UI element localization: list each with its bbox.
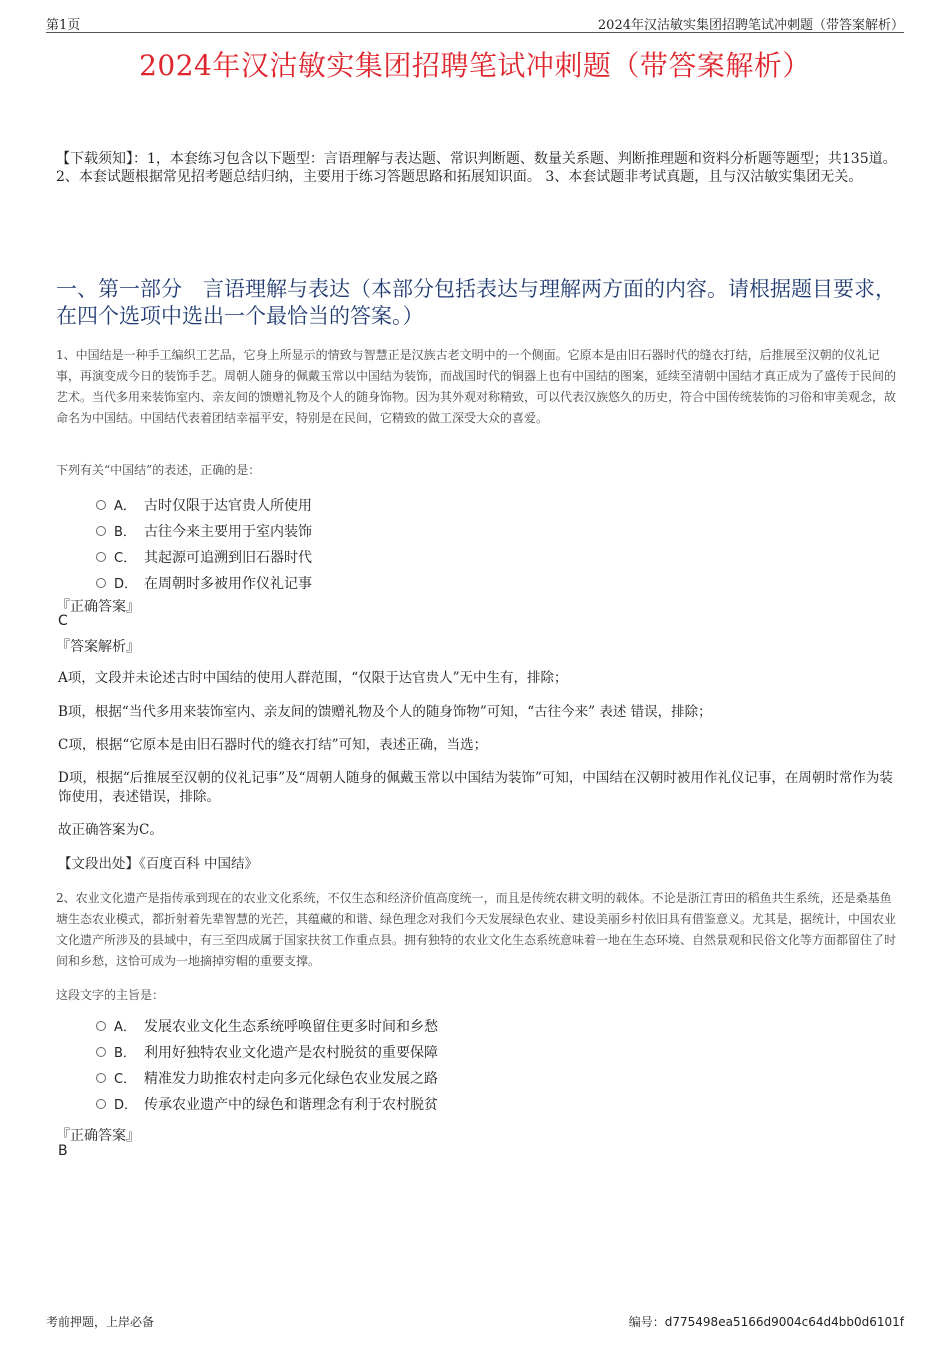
- q2-option-c[interactable]: C． 精准发力助推农村走向多元化绿色农业发展之路: [96, 1069, 438, 1089]
- q2-answer-label: 『正确答案』: [56, 1128, 140, 1144]
- footer-document-id: 编号：d775498ea5166d9004c64d4bb0d6101f: [628, 1315, 904, 1329]
- q1-question: 下列有关“中国结”的表述，正确的是：: [56, 463, 261, 477]
- section-heading: 一、第一部分 言语理解与表达（本部分包括表达与理解两方面的内容。请根据题目要求，在四个选项中选出一个最恰当的答案。）: [56, 277, 896, 328]
- q1-option-d[interactable]: D． 在周朝时多被用作仪礼记事: [96, 574, 312, 594]
- footer-slogan: 考前押题，上岸必备: [46, 1315, 155, 1329]
- radio-icon[interactable]: [96, 1047, 106, 1057]
- radio-icon[interactable]: [96, 1021, 106, 1031]
- q1-option-a[interactable]: A． 古时仅限于达官贵人所使用: [96, 496, 312, 516]
- q1-analysis-b: B项，根据“当代多用来装饰室内、亲友间的馈赠礼物及个人的随身饰物”可知，“古往今来” 表述 错误，排除；: [58, 704, 712, 720]
- radio-icon[interactable]: [96, 552, 106, 562]
- q1-analysis-a: A项，文段并未论述古时中国结的使用人群范围，“仅限于达官贵人”无中生有，排除；: [58, 670, 568, 686]
- q1-conclusion: 故正确答案为C。: [58, 822, 163, 838]
- q1-source: 【文段出处】《百度百科 中国结》: [58, 856, 259, 872]
- q1-option-b[interactable]: B． 古往今来主要用于室内装饰: [96, 522, 312, 542]
- q1-analysis-d: D项，根据“后推展至汉朝的仪礼记事”及“周朝人随身的佩戴玉常以中国结为装饰”可知，中国结在汉朝时被用作礼仪记事，在周朝时常作为装饰使用，表述错误，排除。: [58, 770, 893, 805]
- document-title: 2024年汉沽敏实集团招聘笔试冲刺题（带答案解析）: [139, 49, 811, 82]
- q1-analysis-c: C项，根据“它原本是由旧石器时代的缝衣打结”可知，表述正确，当选；: [58, 737, 488, 753]
- header-title: 2024年汉沽敏实集团招聘笔试冲刺题（带答案解析）: [597, 18, 904, 33]
- q2-question: 这段文字的主旨是：: [56, 988, 165, 1002]
- q1-analysis-label: 『答案解析』: [56, 639, 140, 655]
- q1-answer: C: [58, 613, 68, 629]
- q2-passage: 2、农业文化遗产是指传承到现在的农业文化系统，不仅生态和经济价值高度统一，而且是传统农耕文明的载体。不论是浙江青田的稻鱼共生系统，还是桑基鱼塘生态农业模式，都折射着先辈智慧的光芒，其蕴藏的和谐、绿色理念对我们今天发展绿色农业、建设美丽乡村依旧具有借鉴意义。尤其是，据统计，中国农业文化遗产所涉及的县域中，有三至四成属于国家扶贫工作重点县。拥有独特的农业文化生态系统意味着一地在生态环境、自然景观和民俗文化等方面都留住了时间和乡愁，这恰可成为一地摘掉穷帽的重要支撑。: [56, 891, 897, 968]
- radio-icon[interactable]: [96, 500, 106, 510]
- radio-icon[interactable]: [96, 1073, 106, 1083]
- q1-option-c[interactable]: C． 其起源可追溯到旧石器时代: [96, 548, 312, 568]
- page-number: 第1页: [46, 18, 81, 33]
- radio-icon[interactable]: [96, 578, 106, 588]
- radio-icon[interactable]: [96, 1099, 106, 1109]
- q2-option-a[interactable]: A． 发展农业文化生态系统呼唤留住更多时间和乡愁: [96, 1017, 438, 1037]
- q2-option-b[interactable]: B． 利用好独特农业文化遗产是农村脱贫的重要保障: [96, 1043, 438, 1063]
- q2-option-d[interactable]: D． 传承农业遗产中的绿色和谐理念有利于农村脱贫: [96, 1095, 438, 1115]
- q1-answer-label: 『正确答案』: [56, 599, 140, 615]
- radio-icon[interactable]: [96, 526, 106, 536]
- download-notice: 【下载须知】：1，本套练习包含以下题型：言语理解与表达题、常识判断题、数量关系题、判断推理题和资料分析题等题型；共135道。 2、本套试题根据常见招考题总结归纳，主要用于练习答题思路和拓展知识面。 3、本套试题非考试真题，且与汉沽敏实集团无关。: [56, 151, 897, 185]
- q2-answer: B: [58, 1143, 68, 1159]
- q1-passage: 1、中国结是一种手工编织工艺品，它身上所显示的情致与智慧正是汉族古老文明中的一个侧面。它原本是由旧石器时代的缝衣打结，后推展至汉朝的仪礼记事，再演变成今日的装饰手艺。周朝人随身的佩戴玉常以中国结为装饰，而战国时代的铜器上也有中国结的图案，延续至清朝中国结才真正成为了盛传于民间的艺术。当代多用来装饰室内、亲友间的馈赠礼物及个人的随身饰物。因为其外观对称精致，可以代表汉族悠久的历史，符合中国传统装饰的习俗和审美观念，故命名为中国结。中国结代表着团结幸福平安，特别是在民间，它精致的做工深受大众的喜爱。: [56, 348, 897, 425]
- page-header: [46, 14, 904, 33]
